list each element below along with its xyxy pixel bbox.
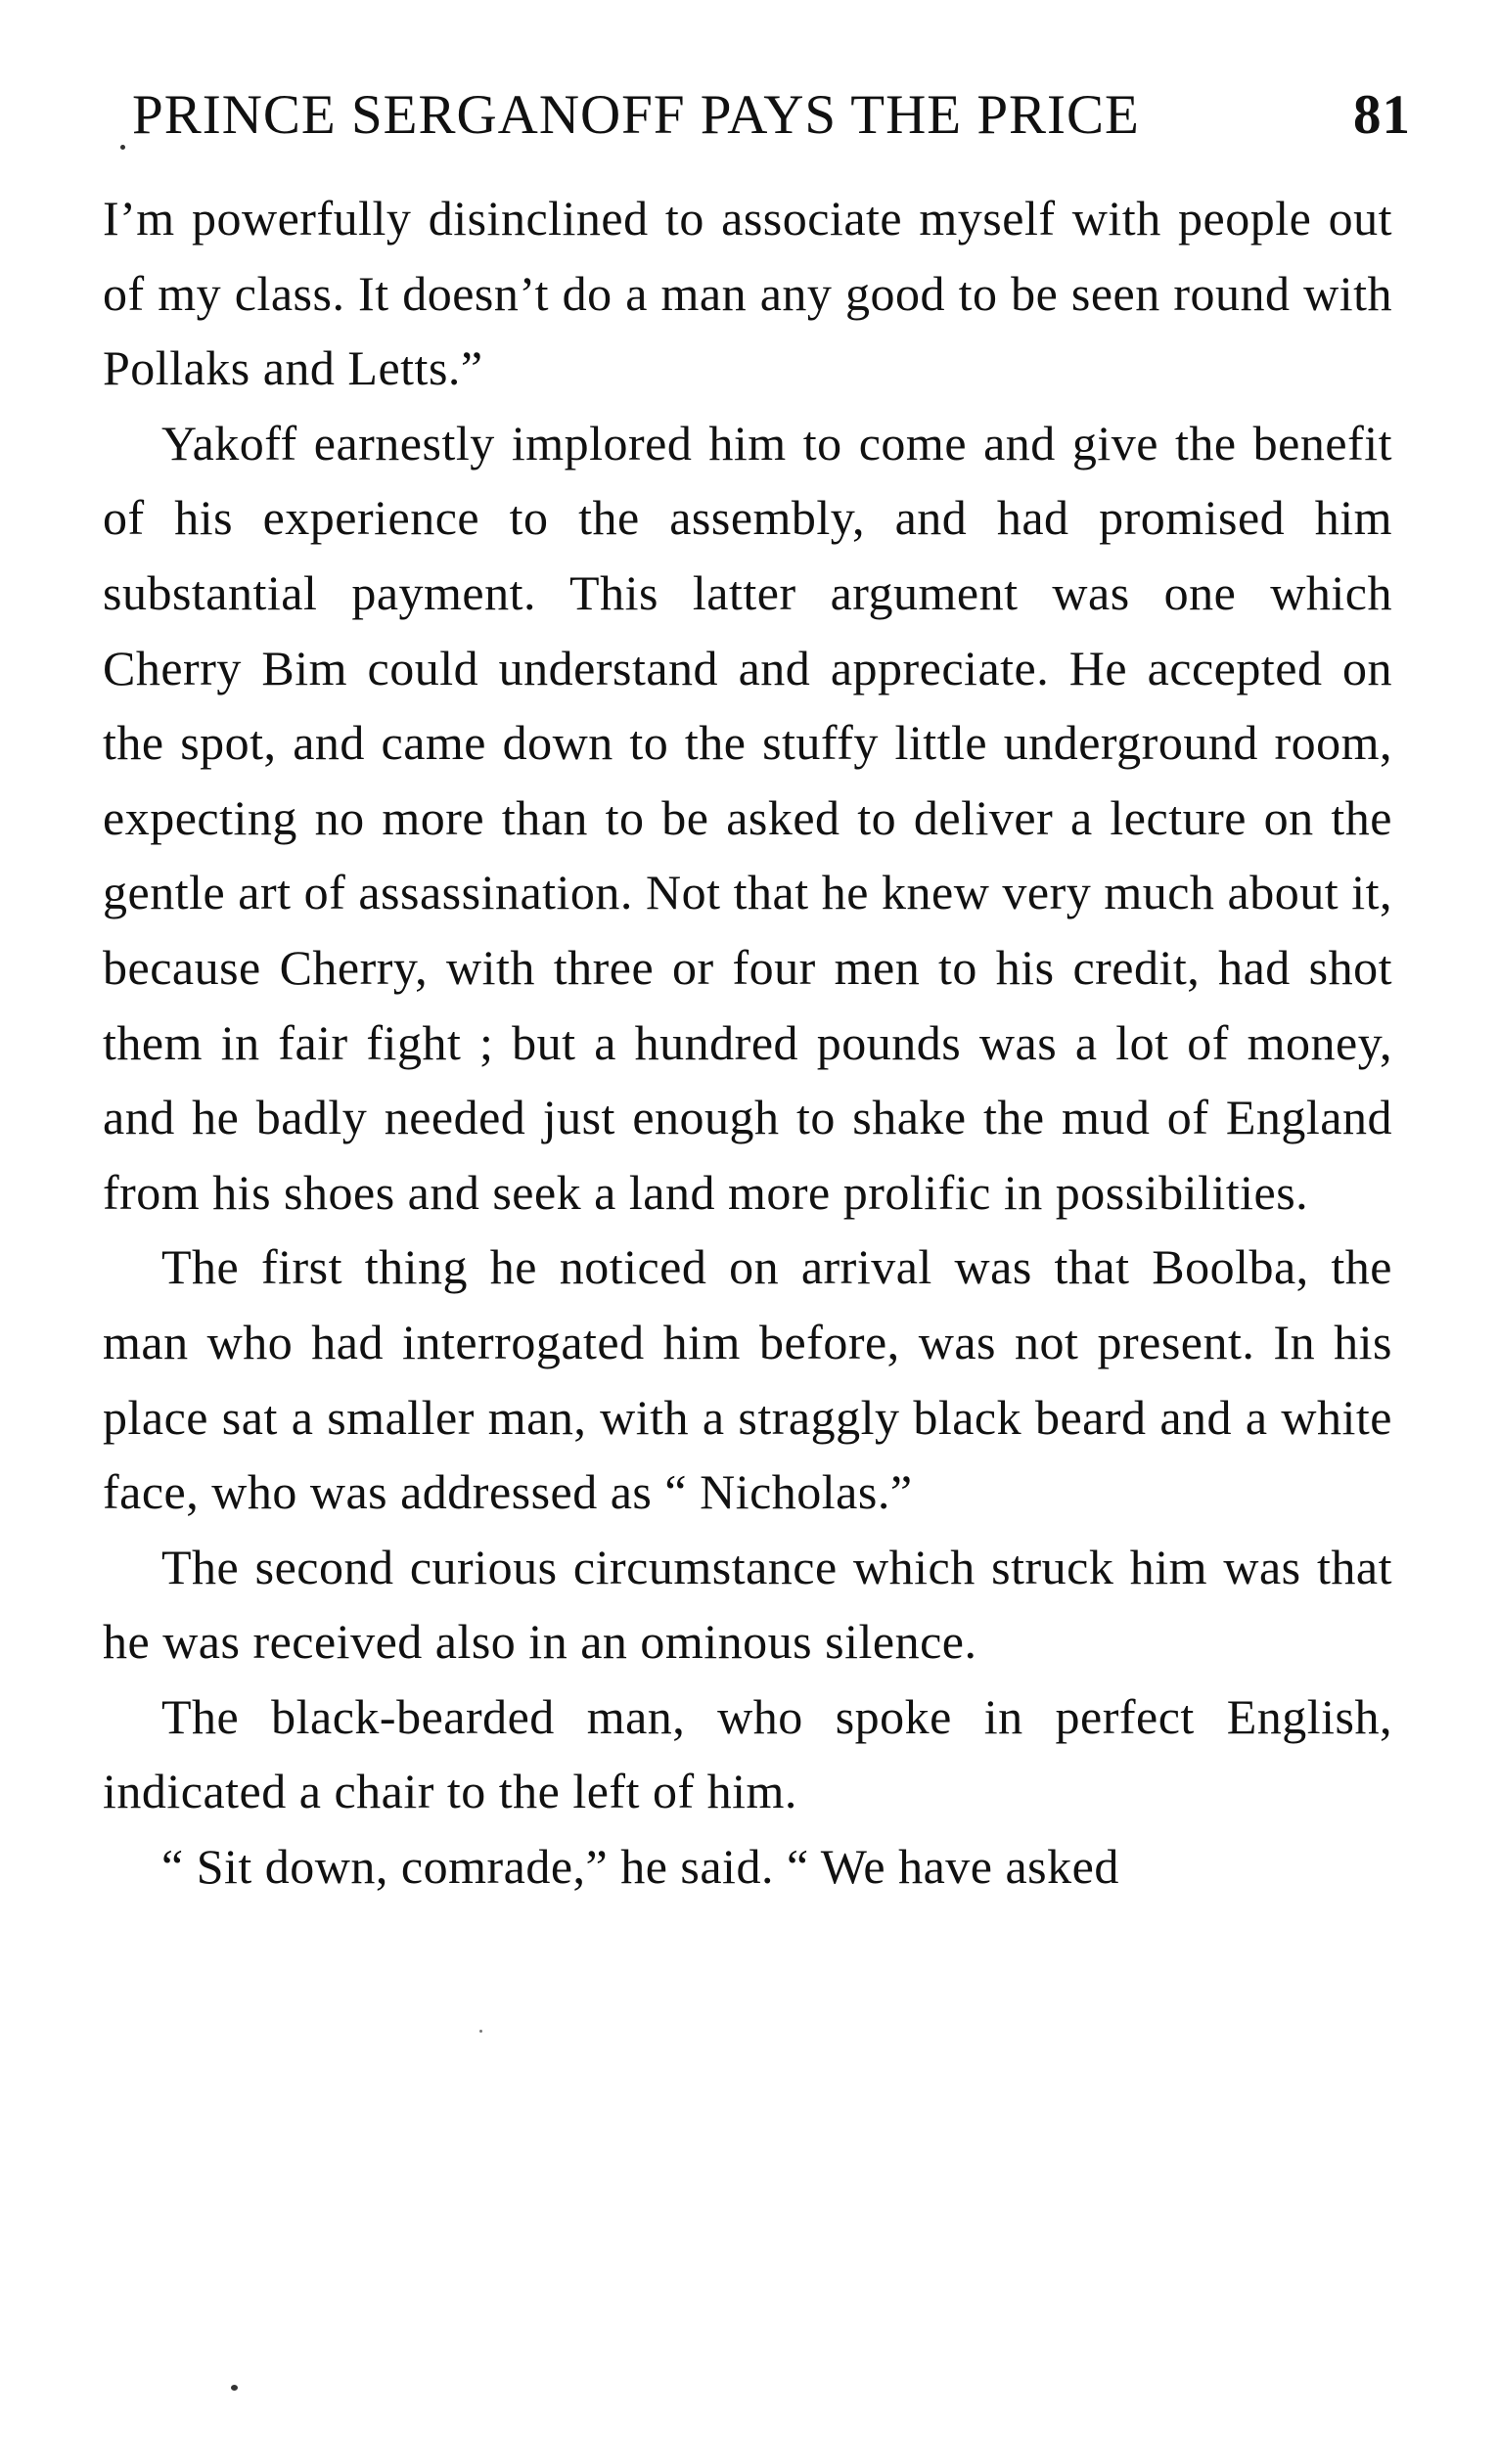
running-title: PRINCE SERGANOFF PAYS THE PRICE	[132, 84, 1140, 146]
print-speck	[120, 145, 125, 150]
paragraph-chair: The black-bearded man, who spoke in perfect English, indicated a chair to the left of him.	[103, 1688, 1392, 1819]
paragraph-dialogue: “ Sit down, comrade,” he said. “ We have asked	[161, 1839, 1119, 1895]
running-header	[132, 76, 1411, 155]
print-speck	[479, 2030, 482, 2033]
paragraph-continuation: I’m powerfully disinclined to associate myself with people out of my class. It doesn’t do a man any good to be seen round with Pollaks and Letts.”	[103, 191, 1392, 396]
paragraph-silence: The second curious circumstance which struck him was that he was received also in an ominous silence.	[103, 1539, 1392, 1670]
paragraph-yakoff: Yakoff earnestly implored him to come and give the benefit of his experience to the assembly, and had promised him substantial payment. This latter argument was one which Cherry Bim could understand and appreciate. He accepted on the spot, and came down to the stuffy little underground room, expecting no more than to be asked to deliver a lecture on the gentle art of assassination. Not that he knew very much about it, because Cherry, with three or four men to his credit, had shot them in fair fight ; but a hundred pounds was a lot of money, and he badly needed just enough to shake the mud of England from his shoes and seek a land more prolific in possibilities.	[103, 415, 1392, 1220]
body-text	[103, 181, 1392, 1904]
print-speck	[231, 2385, 238, 2391]
page-number: 81	[1353, 84, 1411, 146]
paragraph-arrival: The first thing he noticed on arrival was that Boolba, the man who had interrogated him before, was not present. In his place sat a smaller man, with a straggly black beard and a white face, who was addressed as “ Nicholas.”	[103, 1239, 1392, 1520]
